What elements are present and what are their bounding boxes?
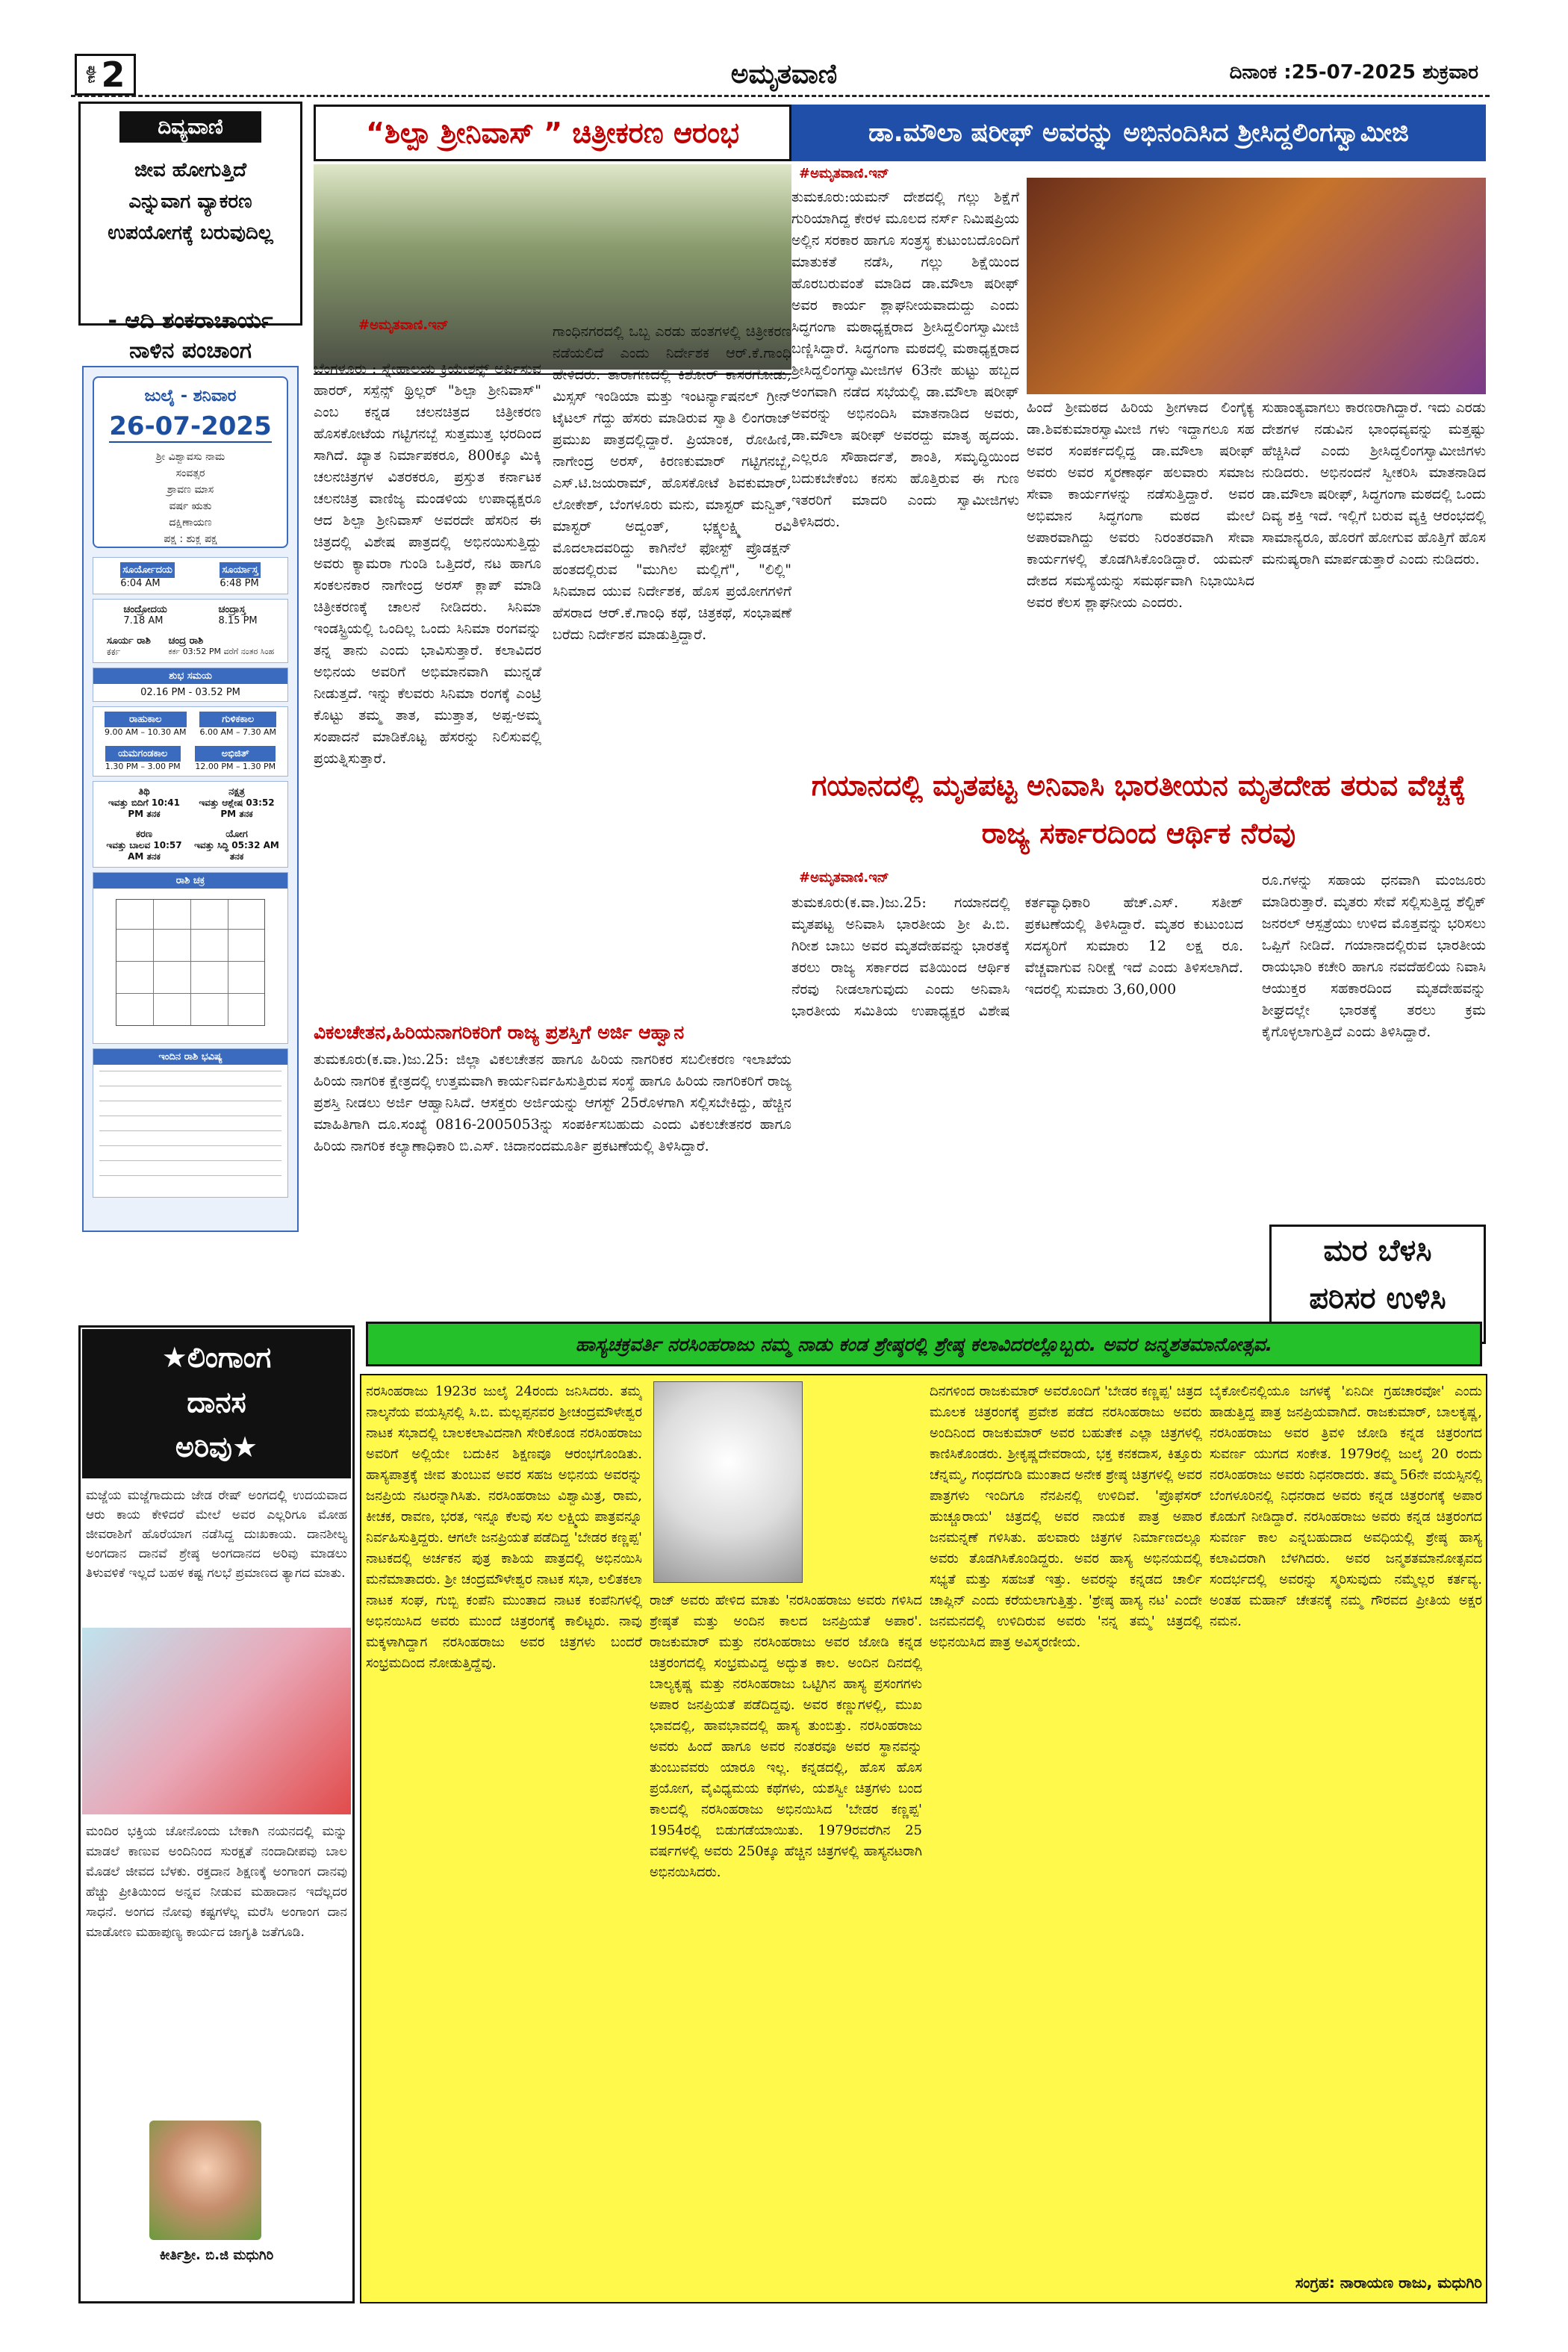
abhijit-label: ಅಭಿಜಿತ್ [195, 746, 276, 762]
kala-row [93, 706, 288, 777]
shubha-value: 02.16 PM - 03.52 PM [140, 687, 240, 698]
slogan-line: ಪರಿಸರ ಉಳಿಸಿ [1309, 1281, 1446, 1316]
shilpa-headline: “ಶಿಲ್ಪಾ ಶ್ರೀನಿವಾಸ್ ” ಚಿತ್ರೀಕರಣ ಆರಂಭ [314, 105, 791, 161]
sun-sign-label: ಸೂರ್ಯ ರಾಶಿ [106, 635, 151, 647]
issue-date: ದಿನಾಂಕ :25-07-2025 ಶುಕ್ರವಾರ [1229, 61, 1478, 84]
quote-line: ಉಪಯೋಗಕ್ಕೆ ಬರುವುದಿಲ್ಲ [108, 222, 273, 244]
guli-value: 6.00 AM – 7.30 AM [199, 727, 276, 737]
quote-line: ಎನ್ನುವಾಗ ವ್ಯಾಕರಣ [128, 190, 252, 213]
narasimharaju-caricature [653, 1381, 803, 1583]
tithi-row [93, 781, 288, 868]
slogan-line: ಮರ ಬೆಳಸಿ [1323, 1233, 1432, 1268]
shilpa-tag: #ಅಮೃತವಾಣಿ.ಇನ್ [358, 317, 449, 333]
quote-line: ಜೀವ ಹೋಗುತ್ತಿದೆ [134, 159, 246, 181]
page-label: ಪುಟ [85, 66, 100, 84]
nakshatra-value: ಇವತ್ತು ಆಶ್ಲೇಷ 03:52 PM ತನಕ [199, 797, 275, 819]
yama-label: ಯಮಗಂಡಕಾಲ [105, 746, 181, 762]
divyavani-box [78, 102, 302, 326]
divyavani-quote [81, 155, 300, 249]
page-number-box [75, 54, 136, 96]
organ-donation-title [82, 1329, 351, 1478]
shilpa-body-col2: ಗಾಂಧಿನಗರದಲ್ಲಿ ಒಬ್ಬ ಎರಡು ಹಂತಗಳಲ್ಲಿ ಚಿತ್ರೀಕರಣ ನಡೆಯಲಿದೆ ಎಂದು ನಿರ್ದೇಶಕ ಆರ್.ಕೆ.ಗಾಂಧಿ ಹೇಳಿದರು. ತಾರಾಗಣದಲ್ಲಿ ಕಿಶೋರ್ ಕಾಸರಗೋಡು, ಮಿಸ್ಸಸ್ ಇಂಡಿಯಾ ಮತ್ತು ಇಂಟರ್ನ್ಯಾಷನಲ್ ಗ್ರೀನ್ ಟೈಟಲ್ ಗೆದ್ದು ಹೆಸರು ಮಾಡಿರುವ ಸ್ವಾತಿ ಲಿಂಗರಾಜ್ ಪ್ರಮುಖ ಪಾತ್ರದಲ್ಲಿದ್ದಾರೆ. ಪ್ರಿಯಾಂಕ, ರೋಹಿಣಿ, ನಾಗೇಂದ್ರ ಅರಸ್, ಕಿರಣಕುಮಾರ್ ಗಟ್ಟಿಗನಬ್ಬೆ, ಎಸ್.ಟಿ.ಜಯರಾಮ್, ಹೊಸಕೋಟೆ ಶಿವಕುಮಾರ್, ಲೋಕೇಶ್, ಬೆಂಗಳೂರು ಮನು, ಮಾಸ್ಟರ್ ಮನ್ವಿತ್, ಮಾಸ್ಟರ್ ಅದ್ವಂತ್, ಭಕ್ಷ್ಯಲಕ್ಷ್ಮಿ ರವಿ ಮೊದಲಾದವರಿದ್ದು ಕಾಗಿನೆಲೆ ಫೋಸ್ಟ್ ಪ್ರೊಡಕ್ಷನ್ ಹಂತದಲ್ಲಿರುವ "ಮುಗಿಲ ಮಲ್ಲಿಗೆ", "ಲಿಲ್ಲಿ" ಸಿನಿಮಾದ ಯುವ ನಿರ್ದೇಶಕ, ಹೊಸ ಪ್ರಯೋಗಗಳಿಗೆ ಹೆಸರಾದ ಆರ್.ಕೆ.ಗಾಂಧಿ ಕಥೆ, ಚಿತ್ರಕಥೆ, ಸಂಭಾಷಣೆ ಬರೆದು ನಿರ್ದೇಶನ ಮಾಡುತ್ತಿದ್ದಾರೆ. [553, 323, 791, 643]
rashi-grid [116, 899, 265, 1026]
hasya-credit: ಸಂಗ್ರಹ: ನಾರಾಯಣ ರಾಜು, ಮಧುಗಿರಿ [1295, 2274, 1482, 2292]
sun-sign-value: ಕರ್ಕ [106, 647, 121, 658]
doctor-headline: ಡಾ.ಮೌಲಾ ಷರೀಫ್ ಅವರನ್ನು ಅಭಿನಂದಿಸಿದ ಶ್ರೀಸಿದ್ದಲಿಂಗಸ್ವಾಮೀಜಿ [791, 105, 1486, 161]
abhijit-value: 12.00 PM – 1.30 PM [195, 762, 276, 771]
hasya-col4: ಬೈಕೋಲಿನಲ್ಲಿಯೂ ಜಗಳಕ್ಕೆ 'ಏನಿದೀ ಗ್ರಹಚಾರವೋ' ಎಂದು ಹಾಡುತ್ತಿದ್ದ ಪಾತ್ರ ಜನಪ್ರಿಯವಾಗಿದೆ. ರಾಜಕುಮಾರ್, ಬಾಲಕೃಷ್ಣ, ನರಸಿಂಹರಾಜು ಅವರ ತ್ರಿವಳಿ ಜೋಡಿ ಕನ್ನಡ ಚಿತ್ರರಂಗದ ಸುವರ್ಣ ಯುಗದ ಸಂಕೇತ. 1979ರಲ್ಲಿ ಜುಲೈ 20 ರಂದು ನರಸಿಂಹರಾಜು ಅವರು ನಿಧನರಾದರು. ತಮ್ಮ 56ನೇ ವಯಸ್ಸಿನಲ್ಲಿ ಬೆಂಗಳೂರಿನಲ್ಲಿ ನಿಧನರಾದ ಅವರು ಕನ್ನಡ ಚಿತ್ರರಂಗಕ್ಕೆ ಅಪಾರ ಕೊಡುಗೆ ನೀಡಿದ್ದಾರೆ. ನರಸಿಂಹರಾಜು ಅವರು ಕನ್ನಡ ಚಿತ್ರರಂಗದ ಸುವರ್ಣ ಕಾಲ ಎನ್ನಬಹುದಾದ ಅವಧಿಯಲ್ಲಿ ಶ್ರೇಷ್ಠ ಹಾಸ್ಯ ಕಲಾವಿದರಾಗಿ ಬೆಳಗಿದರು. ಅವರ ಜನ್ಮಶತಮಾನೋತ್ಸವದ ಸಂದರ್ಭದಲ್ಲಿ ಅವರನ್ನು ಸ್ಮರಿಸುವುದು ನಮ್ಮೆಲ್ಲರ ಕರ್ತವ್ಯ. ಅಂತಹ ಮಹಾನ್ ಚೇತನಕ್ಕೆ ನಮ್ಮ ಗೌರವದ ಪ್ರೀತಿಯ ಅಕ್ಷರ ನಮನ. [1210, 1384, 1482, 1629]
doctor-body-col1: ತುಮಕೂರು:ಯಮನ್ ದೇಶದಲ್ಲಿ ಗಲ್ಲು ಶಿಕ್ಷೆಗೆ ಗುರಿಯಾಗಿದ್ದ ಕೇರಳ ಮೂಲದ ನರ್ಸ್ ನಿಮಿಷಪ್ರಿಯ ಅಲ್ಲಿನ ಸರಕಾರ ಹಾಗೂ ಸಂತ್ರಸ್ಥ ಕುಟುಂಬದೊಂದಿಗೆ ಮಾತುಕತೆ ನಡೆಸಿ, ಗಲ್ಲು ಶಿಕ್ಷೆಯಿಂದ ಹೊರಬರುವಂತೆ ಮಾಡಿದ ಡಾ.ಮೌಲಾ ಷರೀಫ್ ಅವರ ಕಾರ್ಯ ಶ್ಲಾಘನೀಯವಾದುದ್ದು ಎಂದು ಸಿದ್ಧಗಂಗಾ ಮಠಾಧ್ಯಕ್ಷರಾದ ಶ್ರೀಸಿದ್ದಲಿಂಗಸ್ವಾಮೀಜಿ ಬಣ್ಣಿಸಿದ್ದಾರೆ. ಸಿದ್ಧಗಂಗಾ ಮಠದಲ್ಲಿ ಮಠಾಧ್ಯಕ್ಷರಾದ ಶ್ರೀಸಿದ್ದಲಿಂಗಸ್ವಾಮೀಜಿಗಳ 63ನೇ ಹುಟ್ಟು ಹಬ್ಬದ ಅಂಗವಾಗಿ ನಡೆದ ಸಭೆಯಲ್ಲಿ ಡಾ.ಮೌಲಾ ಷರೀಫ್ ಅವರನ್ನು ಅಭಿನಂದಿಸಿ ಮಾತನಾಡಿದ ಅವರು, ಡಾ.ಮೌಲಾ ಷರೀಫ್ ಅವರದ್ದು ಮಾತೃ ಹೃದಯ. ಎಲ್ಲರೂ ಸೌಹಾರ್ದತೆ, ಶಾಂತಿ, ಸಮೃದ್ಧಿಯಿಂದ ಬದುಕಬೇಕೆಂಬ ಕನಸು ಹೊತ್ತಿರುವ ಈ ಗುಣ ಇತರರಿಗೆ ಮಾದರಿ ಎಂದು ಸ್ವಾಮೀಜಿಗಳು ತಿಳಿಸಿದರು. [791, 189, 1019, 530]
yoga-label: ಯೋಗ [225, 829, 248, 840]
panchanga-date-card [93, 376, 288, 548]
nakshatra-label: ನಕ್ಷತ್ರ [228, 786, 245, 797]
organ-donation-poem-2: ಮಂದಿರ ಭಕ್ತಿಯ ಚೋನೊಂದು ಬೇಕಾಗಿ ನಯನದಲ್ಲಿ ಮನ್ನು ಮಾಡಲೆ ಕಾಣುವ ಅಂದಿನಿಂದ ಸುರಕ್ಷತೆ ನಂದಾದೀಪವು ಬಾಲ ಮೊಡಲೆ ಜೀವದ ಬೆಳಕು. ರಕ್ತದಾನ ಶಿಕ್ಷಣಕ್ಕೆ ಅಂಗಾಂಗ ದಾನವು ಹೆಚ್ಚು ಪ್ರೀತಿಯಿಂದ ಅನ್ನವ ನೀಡುವ ಮಹಾದಾನ ಇದೆಲ್ಲದರ ಸಾಧನೆ. ಅಂಗದ ನೋವು ಕಷ್ಟಗಳೆಲ್ಲ ಮರೆಸಿ ಅಂಗಾಂಗ ದಾನ ಮಾಡೋಣ ಮಹಾಪುಣ್ಯ ಕಾರ್ಯದ ಜಾಗೃತಿ ಜತೆಗೂಡಿ. [86, 1824, 347, 1940]
moonrise-value: 7.18 AM [123, 615, 164, 626]
title-line: ★ಲಿಂಗಾಂಗ [161, 1341, 272, 1374]
gayana-headline: ಗಯಾನದಲ್ಲಿ ಮೃತಪಟ್ಟ ಅನಿವಾಸಿ ಭಾರತೀಯನ ಮೃತದೇಹ ತರುವ ವೆಚ್ಚಕ್ಕೆ ರಾಜ್ಯ ಸರ್ಕಾರದಿಂದ ಆರ್ಥಿಕ ನೆರವು [811, 769, 1466, 850]
rashi-bhavishya [93, 1048, 288, 1198]
poem-author: ಕೀರ್ತಿಶ್ರೀ. ಬಿ.ಜಿ ಮಧುಗಿರಿ [159, 2247, 274, 2263]
panchanga-title: ನಾಳಿನ ಪಂಚಾಂಗ [129, 337, 252, 364]
panchanga-heading [78, 306, 302, 366]
gayana-body: ತುಮಕೂರು(ಕ.ವಾ.)ಜು.25: ಗಯಾನದಲ್ಲಿ ಮೃತಪಟ್ಟ ಅನಿವಾಸಿ ಭಾರತೀಯ ಶ್ರೀ ಪಿ.ಬಿ. ಗಿರೀಶ ಬಾಬು ಅವರ ಮೃತದೇಹವನ್ನು ಭಾರತಕ್ಕೆ ತರಲು ರಾಜ್ಯ ಸರ್ಕಾರದ ವತಿಯಿಂದ ಆರ್ಥಿಕ ನೆರವು ನೀಡಲಾಗುವುದು ಎಂದು ಅನಿವಾಸಿ ಭಾರತೀಯ ಸಮಿತಿಯ ಉಪಾಧ್ಯಕ್ಷರ ವಿಶೇಷ ಕರ್ತವ್ಯಾಧಿಕಾರಿ ಹೆಚ್.ಎಸ್. ಸತೀಶ್ ಪ್ರಕಟಣೆಯಲ್ಲಿ ತಿಳಿಸಿದ್ದಾರೆ. ಮೃತರ ಕುಟುಂಬದ ಸದಸ್ಯರಿಗೆ ಸುಮಾರು 12 ಲಕ್ಷ ರೂ. ವೆಚ್ಚವಾಗುವ ನಿರೀಕ್ಷೆ ಇದೆ ಎಂದು ತಿಳಿಸಲಾಗಿದೆ. ಇದರಲ್ಲಿ ಸುಮಾರು 3,60,000 [791, 895, 1243, 1019]
karana-value: ಇವತ್ತು ಬಾಲವ 10:57 AM ತನಕ [106, 840, 182, 862]
guli-label: ಗುಳಿಕಕಾಲ [199, 712, 276, 727]
panchanga-day: ಜುಲೈ - ಶನಿವಾರ [144, 387, 237, 405]
yama-value: 1.30 PM – 3.00 PM [105, 762, 181, 771]
vikala-body: ತುಮಕೂರು(ಕ.ವಾ.)ಜು.25: ಜಿಲ್ಲಾ ವಿಕಲಚೇತನ ಹಾಗೂ ಹಿರಿಯ ನಾಗರಿಕರ ಸಬಲೀಕರಣ ಇಲಾಖೆಯ ಹಿರಿಯ ನಾಗರಿಕ ಕ್ಷೇತ್ರದಲ್ಲಿ ಉತ್ತಮವಾಗಿ ಕಾರ್ಯನಿರ್ವಹಿಸುತ್ತಿರುವ ಸಂಸ್ಥೆ ಹಾಗೂ ಹಿರಿಯ ನಾಗರಿಕರಿಗೆ ರಾಜ್ಯ ಪ್ರಶಸ್ತಿ ನೀಡಲು ಅರ್ಜಿ ಆಹ್ವಾನಿಸಿದೆ. ಆಸಕ್ತರು ಅರ್ಜಿಯನ್ನು ಆಗಸ್ಟ್ 25ರೊಳಗಾಗಿ ಸಲ್ಲಿಸಬೇಕಿದ್ದು, ಹೆಚ್ಚಿನ ಮಾಹಿತಿಗಾಗಿ ದೂ.ಸಂಖ್ಯೆ 0816-2005053ನ್ನು ಸಂಪರ್ಕಿಸಬಹುದು ಎಂದು ವಿಕಲಚೇತನರ ಹಾಗೂ ಹಿರಿಯ ನಾಗರಿಕ ಕಲ್ಯಾಣಾಧಿಕಾರಿ ಬಿ.ಎಸ್. ಚಿದಾನಂದಮೂರ್ತಿ ಪ್ರಕಟಣೆಯಲ್ಲಿ ತಿಳಿಸಿದ್ದಾರೆ. [314, 1051, 791, 1154]
panchanga-card [82, 366, 299, 1232]
gayana-tag: #ಅಮೃತವಾಣಿ.ಇನ್ [799, 870, 889, 886]
rashi-chakra [93, 872, 288, 1044]
sun-times [93, 557, 288, 594]
moon-sign-label: ಚಂದ್ರ ರಾಶಿ [168, 635, 204, 647]
shubha-label: ಶುಭ ಸಮಯ [93, 668, 287, 684]
sunset-label: ಸೂರ್ಯಾಸ್ತ [220, 562, 260, 578]
title-line: ದಾನಸ [187, 1386, 246, 1419]
author-photo [149, 2121, 261, 2240]
info-line: ಶ್ರೀ ವಿಶ್ವಾವಸು ನಾಮ [155, 451, 225, 463]
quote-author: - ಆದಿ ಶಂಕರಾಚಾರ್ಯ [108, 308, 273, 334]
panchanga-date: 26-07-2025 [109, 411, 272, 441]
info-line: ವರ್ಷ ಋತು [169, 500, 212, 512]
rahu-value: 9.00 AM – 10.30 AM [104, 727, 187, 737]
sunset-value: 6:48 PM [220, 578, 259, 589]
moon-sign-value: ಕರ್ಕ 03:52 PM ವರೆಗೆ ನಂತರ ಸಿಂಹ [168, 647, 275, 656]
tithi-label: ತಿಥಿ [138, 786, 150, 797]
hasya-col1: ನರಸಿಂಹರಾಜು 1923ರ ಜುಲೈ 24ರಂದು ಜನಿಸಿದರು. ತಮ್ಮ ನಾಲ್ಕನೆಯ ವಯಸ್ಸಿನಲ್ಲಿ ಸಿ.ಬಿ. ಮಲ್ಲಪ್ಪನವರ ಶ್ರೀಚಂದ್ರಮೌಳೇಶ್ವರ ನಾಟಕ ಸಭಾದಲ್ಲಿ ಬಾಲಕಲಾವಿದನಾಗಿ ಸೇರಿಕೊಂಡ ನರಸಿಂಹರಾಜು ಅವರಿಗೆ ಅಲ್ಲಿಯೇ ಬದುಕಿನ ಶಿಕ್ಷಣವೂ ಆರಂಭಗೊಂಡಿತು. ಹಾಸ್ಯಪಾತ್ರಕ್ಕೆ ಜೀವ ತುಂಬುವ ಅವರ ಸಹಜ ಅಭಿನಯ ಅವರನ್ನು ಜನಪ್ರಿಯ ನಟರನ್ನಾಗಿಸಿತು. ನರಸಿಂಹರಾಜು ವಿಶ್ವಾಮಿತ್ರ, ರಾಮ, ಕೀಚಕ, ರಾವಣ, ಭರತ, ಇನ್ನೂ ಕೆಲವು ಸಲ ಲಕ್ಷ್ಮಿಯ ಪಾತ್ರವನ್ನೂ ನಿರ್ವಹಿಸುತ್ತಿದ್ದರು. ಆಗಲೇ ಜನಪ್ರಿಯತೆ ಪಡೆದಿದ್ದ 'ಬೇಡರ ಕಣ್ಣಪ್ಪ' ನಾಟಕದಲ್ಲಿ ಅರ್ಚಕನ ಪುತ್ರ ಕಾಶಿಯ ಪಾತ್ರದಲ್ಲಿ ಅಭಿನಯಿಸಿ ಮನೆಮಾತಾದರು. ಶ್ರೀ ಚಂದ್ರಮೌಳೇಶ್ವರ ನಾಟಕ ಸಭಾ, ಲಲಿತಕಲಾ ನಾಟಕ ಸಂಘ, ಗುಬ್ಬಿ ಕಂಪೆನಿ ಮುಂತಾದ ನಾಟಕ ಕಂಪೆನಿಗಳಲ್ಲಿ ಅಭಿನಯಿಸಿದ ಅವರು ಮುಂದೆ ಚಿತ್ರರಂಗಕ್ಕೆ ಕಾಲಿಟ್ಟರು. ನಾವು ಮಕ್ಕಳಾಗಿದ್ದಾಗ ನರಸಿಂಹರಾಜು ಅವರ ಚಿತ್ರಗಳು ಬಂದರೆ ಸಂಭ್ರಮದಿಂದ ನೋಡುತ್ತಿದ್ದೆವು. [366, 1384, 642, 1671]
tithi-value: ಇವತ್ತು ಬಿದಿಗೆ 10:41 PM ತನಕ [108, 797, 181, 819]
page-number: 2 [101, 55, 125, 95]
gayana-body-col3: ರೂ.ಗಳನ್ನು ಸಹಾಯ ಧನವಾಗಿ ಮಂಜೂರು ಮಾಡಿರುತ್ತಾರೆ. ಮೃತರು ಸೇವೆ ಸಲ್ಲಿಸುತ್ತಿದ್ದ ಶೆಲ್ಟಿಕ್ ಜನರಲ್ ಆಸ್ಪತ್ರೆಯು ಉಳಿದ ಮೊತ್ತವನ್ನು ಭರಿಸಲು ಒಪ್ಪಿಗೆ ನೀಡಿದೆ. ಗಯಾನಾದಲ್ಲಿರುವ ಭಾರತೀಯ ರಾಯಭಾರಿ ಕಚೇರಿ ಹಾಗೂ ನವದೆಹಲಿಯ ನಿವಾಸಿ ಆಯುಕ್ತರ ಸಹಕಾರದಿಂದ ಮೃತದೇಹವನ್ನು ಶೀಘ್ರದಲ್ಲೇ ಭಾರತಕ್ಕೆ ತರಲು ಕ್ರಮ ಕೈಗೊಳ್ಳಲಾಗುತ್ತಿದೆ ಎಂದು ತಿಳಿಸಿದ್ದಾರೆ. [1262, 872, 1486, 1040]
shubha-row [93, 668, 288, 702]
rahu-label: ರಾಹುಕಾಲ [105, 712, 187, 727]
moonrise-label: ಚಂದ್ರೋದಯ [123, 604, 167, 615]
shilpa-body-col1: ಬೆಂಗಳೂರು : ಸ್ನೇಹಾಲಯ ಕ್ರಿಯೇಶನ್ಸ್ ಅರ್ಪಿಸುವ ಹಾರರ್, ಸಸ್ಪೆನ್ಸ್ ಥ್ರಿಲ್ಲರ್ "ಶಿಲ್ಪಾ ಶ್ರೀನಿವಾಸ್" ಎಂಬ ಕನ್ನಡ ಚಲನಚಿತ್ರದ ಚಿತ್ರೀಕರಣ ಹೊಸಕೋಟೆಯ ಗಟ್ಟಿಗನಬ್ಬೆ ಸುತ್ತಮುತ್ತ ಭರದಿಂದ ಸಾಗಿದೆ. ಖ್ಯಾತ ನಿರ್ಮಾಪಕರೂ, 800ಕ್ಕೂ ಮಿಕ್ಕಿ ಚಲನಚಿತ್ರಗಳ ವಿತರಕರೂ, ಪ್ರಸ್ತುತ ಕರ್ನಾಟಕ ಚಲನಚಿತ್ರ ವಾಣಿಜ್ಯ ಮಂಡಳಿಯ ಉಪಾಧ್ಯಕ್ಷರೂ ಆದ ಶಿಲ್ಪಾ ಶ್ರೀನಿವಾಸ್ ಅವರದೇ ಹೆಸರಿನ ಈ ಚಿತ್ರದಲ್ಲಿ ವಿಶೇಷ ಪಾತ್ರದಲ್ಲಿ ಅಭಿನಯಿಸುತ್ತಿದ್ದು ಅವರು ಕ್ಯಾಮರಾ ಗುಂಡಿ ಒತ್ತಿದರೆ, ನಟ ಹಾಗೂ ಸಂಕಲನಕಾರ ನಾಗೇಂದ್ರ ಅರಸ್ ಕ್ಲಾಪ್ ಮಾಡಿ ಚಿತ್ರೀಕರಣಕ್ಕೆ ಚಾಲನೆ ನೀಡಿದರು. ಸಿನಿಮಾ ಇಂಡಸ್ಟ್ರಿಯಲ್ಲಿ ಒಂದಿಲ್ಲ ಒಂದು ಸಿನಿಮಾ ರಂಗವನ್ನು ತನ್ನ ತಾನು ಎಂದು ಭಾವಿಸುತ್ತಾರೆ. ಕಲಾವಿದರ ಅಭಿನಯ ಅವರಿಗೆ ಅಭಿಮಾನವಾಗಿ ಮುನ್ನಡೆ ನೀಡುತ್ತದೆ. ಇನ್ನು ಕೆಲವರು ಸಿನಿಮಾ ರಂಗಕ್ಕೆ ಎಂಟ್ರಿ ಕೊಟ್ಟು ತಮ್ಮ ತಾತ, ಮುತ್ತಾತ, ಅಪ್ಪ-ಅಮ್ಮ ಸಂಪಾದನೆ ಮಾಡಿಕೊಟ್ಟ ಹೆಸರನ್ನು ನಿಲಿಸುವಲ್ಲಿ ಪ್ರಯತ್ನಿಸುತ್ತಾರೆ. [314, 361, 541, 767]
divyavani-title: ದಿವ್ಯವಾಣಿ [119, 111, 261, 143]
sunrise-label: ಸೂರ್ಯೋದಯ [120, 562, 175, 578]
bhavishya-label: ಇಂದಿನ ರಾಶಿ ಭವಿಷ್ಯ [93, 1049, 287, 1065]
vikala-headline: ವಿಕಲಚೇತನ,ಹಿರಿಯನಾಗರಿಕರಿಗೆ ರಾಜ್ಯ ಪ್ರಶಸ್ತಿಗೆ ಅರ್ಜಿ ಆಹ್ವಾನ [314, 1021, 685, 1043]
swamiji-felicitation-photo [1027, 178, 1486, 394]
paper-name: ಅಮೃತವಾಣಿ [730, 58, 838, 90]
organ-donation-poem-1: ಮಜ್ಜೆಯ ಮಜ್ಜೆಗಾದುದು ಜೇಡ ರೇಷ್ ಅಂಗದಲ್ಲಿ ಉದಯವಾದ ಆರು ಕಾಯ ಕೇಳಿದರೆ ಮೇಲೆ ಅವರ ಎಲ್ಲರಿಗೂ ಮೋಹ ಜೀವರಾಶಿಗೆ ಹೊರೆಯಾಗ ನಡೆಸಿದ್ದ ದುಃಖಕಾಯ. ದಾನಶೀಲ್ಯ ಅಂಗದಾನ ದಾನವೆ ಶ್ರೇಷ್ಠ ಅಂಗದಾನದ ಅರಿವು ಮಾಡಲು ತಿಳುವಳಿಕೆ ಇಲ್ಲದೆ ಬಹಳ ಕಷ್ಟ ಗಲಭೆ ಪ್ರಮಾಣದ ತ್ಯಾಗದ ಮಾತು. [86, 1488, 347, 1581]
moonset-value: 8.15 PM [218, 615, 258, 626]
info-line: ಪಕ್ಷ : ಶುಕ್ಲ ಪಕ್ಷ [164, 533, 217, 545]
hasya-headline: ಹಾಸ್ಯಚಕ್ರವರ್ತಿ ನರಸಿಂಹರಾಜು ನಮ್ಮ ನಾಡು ಕಂಡ ಶ್ರೇಷ್ಠರಲ್ಲಿ ಶ್ರೇಷ್ಠ ಕಲಾವಿದರಲ್ಲೊಬ್ಬರು. ಅವರ ಜನ್ಮಶತಮಾನೋತ್ಸವ. [366, 1322, 1482, 1366]
hasya-col3: ದಿನಗಳಿಂದ ರಾಜಕುಮಾರ್ ಅವರೊಂದಿಗೆ 'ಬೇಡರ ಕಣ್ಣಪ್ಪ' ಚಿತ್ರದ ಮೂಲಕ ಚಿತ್ರರಂಗಕ್ಕೆ ಪ್ರವೇಶ ಪಡೆದ ನರಸಿಂಹರಾಜು ಅವರು ಅಂದಿನಿಂದ ರಾಜಕುಮಾರ್ ಅವರ ಬಹುತೇಕ ಎಲ್ಲಾ ಚಿತ್ರಗಳಲ್ಲಿ ಕಾಣಿಸಿಕೊಂಡರು. ಶ್ರೀಕೃಷ್ಣದೇವರಾಯ, ಭಕ್ತ ಕನಕದಾಸ, ಕಿತ್ತೂರು ಚೆನ್ನಮ್ಮ, ಗಂಧದಗುಡಿ ಮುಂತಾದ ಅನೇಕ ಶ್ರೇಷ್ಠ ಚಿತ್ರಗಳಲ್ಲಿ ಅವರ ಪಾತ್ರಗಳು ಇಂದಿಗೂ ನೆನಪಿನಲ್ಲಿ ಉಳಿದಿವೆ. 'ಪ್ರೊಫೆಸರ್ ಹುಚ್ಚೂರಾಯ' ಚಿತ್ರದಲ್ಲಿ ಅವರ ನಾಯಕ ಪಾತ್ರ ಅಪಾರ ಜನಮನ್ನಣೆ ಗಳಿಸಿತು. ಹಲವಾರು ಚಿತ್ರಗಳ ನಿರ್ಮಾಣದಲ್ಲೂ ಅವರು ತೊಡಗಿಸಿಕೊಂಡಿದ್ದರು. ಅವರ ಹಾಸ್ಯ ಅಭಿನಯದಲ್ಲಿ ಸಭ್ಯತೆ ಮತ್ತು ಸಹಜತೆ ಇತ್ತು. ಅವರನ್ನು ಕನ್ನಡದ ಚಾರ್ಲಿ ಚಾಪ್ಲಿನ್ ಎಂದು ಕರೆಯಲಾಗುತ್ತಿತ್ತು. 'ಶ್ರೇಷ್ಠ ಹಾಸ್ಯ ನಟ' ಎಂದೇ ಜನಮನದಲ್ಲಿ ಉಳಿದಿರುವ ಅವರು 'ನನ್ನ ತಮ್ಮ' ಚಿತ್ರದಲ್ಲಿ ಅಭಿನಯಿಸಿದ ಪಾತ್ರ ಅವಿಸ್ಮರಣೀಯ. [930, 1384, 1202, 1650]
info-line: ಶ್ರಾವಣ ಮಾಸ [167, 484, 214, 496]
hasya-col2: ರಾಜ್ ಅವರು ಹೇಳಿದ ಮಾತು 'ನರಸಿಂಹರಾಜು ಅವರು ಗಳಿಸಿದ ಶ್ರೇಷ್ಠತೆ ಮತ್ತು ಅಂದಿನ ಕಾಲದ ಜನಪ್ರಿಯತೆ ಅಪಾರ'. ರಾಜಕುಮಾರ್ ಮತ್ತು ನರಸಿಂಹರಾಜು ಅವರ ಜೋಡಿ ಕನ್ನಡ ಚಿತ್ರರಂಗದಲ್ಲಿ ಸಂಭ್ರಮವಿದ್ದ ಅದ್ಭುತ ಕಾಲ. ಅಂದಿನ ದಿನದಲ್ಲಿ ಬಾಲ್ಯಕೃಷ್ಣ ಮತ್ತು ನರಸಿಂಹರಾಜು ಒಟ್ಟಿಗಿನ ಹಾಸ್ಯ ಪ್ರಸಂಗಗಳು ಅಪಾರ ಜನಪ್ರಿಯತೆ ಪಡೆದಿದ್ದವು. ಅವರ ಕಣ್ಣುಗಳಲ್ಲಿ, ಮುಖ ಭಾವದಲ್ಲಿ, ಹಾವಭಾವದಲ್ಲಿ ಹಾಸ್ಯ ತುಂಬಿತ್ತು. ನರಸಿಂಹರಾಜು ಅವರು ಹಿಂದೆ ಹಾಗೂ ಅವರ ನಂತರವೂ ಅವರ ಸ್ಥಾನವನ್ನು ತುಂಬುವವರು ಯಾರೂ ಇಲ್ಲ. ಕನ್ನಡದಲ್ಲಿ, ಹೊಸ ಹೊಸ ಪ್ರಯೋಗ, ವೈವಿಧ್ಯಮಯ ಕಥೆಗಳು, ಯಶಸ್ವೀ ಚಿತ್ರಗಳು ಬಂದ ಕಾಲದಲ್ಲಿ ನರಸಿಂಹರಾಜು ಅಭಿನಯಿಸಿದ 'ಬೇಡರ ಕಣ್ಣಪ್ಪ' 1954ರಲ್ಲಿ ಬಿಡುಗಡೆಯಾಯಿತು. 1979ರವರೆಗಿನ 25 ವರ್ಷಗಳಲ್ಲಿ ಅವರು 250ಕ್ಕೂ ಹೆಚ್ಚಿನ ಚಿತ್ರಗಳಲ್ಲಿ ಹಾಸ್ಯನಟರಾಗಿ ಅಭಿನಯಿಸಿದರು. [650, 1593, 922, 1880]
info-line: ಸಂವತ್ಸರ [175, 467, 205, 479]
yoga-value: ಇವತ್ತು ಸಿದ್ಧಿ 05:32 AM ತನಕ [194, 840, 279, 862]
doctor-body-col2: ಹಿಂದೆ ಶ್ರೀಮಠದ ಹಿರಿಯ ಶ್ರೀಗಳಾದ ಲಿಂಗೈಕ್ಯ ಡಾ.ಶಿವಕುಮಾರಸ್ವಾಮೀಜಿ ಗಳು ಇದ್ದಾಗಲೂ ಸಹ ಅವರ ಸಂಪರ್ಕದಲ್ಲಿದ್ದ ಡಾ.ಮೌಲಾ ಷರೀಫ್ ಅವರು ಅವರ ಸ್ಮರಣಾರ್ಥ ಹಲವಾರು ಸಮಾಜ ಸೇವಾ ಕಾರ್ಯಗಳನ್ನು ನಡೆಸುತ್ತಿದ್ದಾರೆ. ಅವರ ಅಭಿಮಾನ ಸಿದ್ಧಗಂಗಾ ಮಠದ ಮೇಲೆ ಅಪಾರವಾಗಿದ್ದು ಅವರು ನಿರಂತರವಾಗಿ ಸೇವಾ ಕಾರ್ಯಗಳಲ್ಲಿ ತೊಡಗಿಸಿಕೊಂಡಿದ್ದಾರೆ. ಯಮನ್ ದೇಶದ ಸಮಸ್ಯೆಯನ್ನು ಸಮರ್ಥವಾಗಿ ನಿಭಾಯಿಸಿದ ಅವರ ಕೆಲಸ ಶ್ಲಾಘನೀಯ ಎಂದರು. [1027, 399, 1254, 611]
doctor-tag: #ಅಮೃತವಾಣಿ.ಇನ್ [799, 166, 889, 181]
info-line: ದಕ್ಷಿಣಾಯಣ [169, 517, 212, 529]
moon-times [93, 599, 288, 663]
moonset-label: ಚಂದ್ರಾಸ್ತ [218, 604, 246, 615]
organ-box-illustration [82, 1628, 351, 1814]
doctor-body-col3: ಸುಹಾಂತ್ಯವಾಗಲು ಕಾರಣರಾಗಿದ್ದಾರೆ. ಇದು ಎರಡು ದೇಶಗಳ ನಡುವಿನ ಭಾಂಧವ್ಯವನ್ನು ಮತ್ತಷ್ಟು ಹೆಚ್ಚಿಸಿದೆ ಎಂದು ಶ್ರೀಸಿದ್ದಲಿಂಗಸ್ವಾಮೀಜಿಗಳು ನುಡಿದರು. ಅಭಿನಂದನೆ ಸ್ವೀಕರಿಸಿ ಮಾತನಾಡಿದ ಡಾ.ಮೌಲಾ ಷರೀಫ್, ಸಿದ್ಧಗಂಗಾ ಮಠದಲ್ಲಿ ಒಂದು ದಿವ್ಯ ಶಕ್ತಿ ಇದೆ. ಇಲ್ಲಿಗೆ ಬರುವ ವ್ಯಕ್ತಿ ಆರಂಭದಲ್ಲಿ ಸಾಮಾನ್ಯರೂ, ಹೊರಗೆ ಹೋಗುವ ಹೊತ್ತಿಗೆ ಹೊಸ ಮನುಷ್ಯರಾಗಿ ಮಾರ್ಪಡುತ್ತಾರೆ ಎಂದು ನುಡಿದರು. [1262, 399, 1486, 567]
panchanga-info [94, 449, 287, 547]
sunrise-value: 6:04 AM [120, 578, 161, 589]
bhavishya-table [99, 1071, 281, 1190]
rashi-label: ರಾಶಿ ಚಕ್ರ [93, 873, 287, 889]
title-line: ಅರಿವು★ [175, 1431, 258, 1463]
karana-label: ಕರಣ [136, 829, 152, 840]
